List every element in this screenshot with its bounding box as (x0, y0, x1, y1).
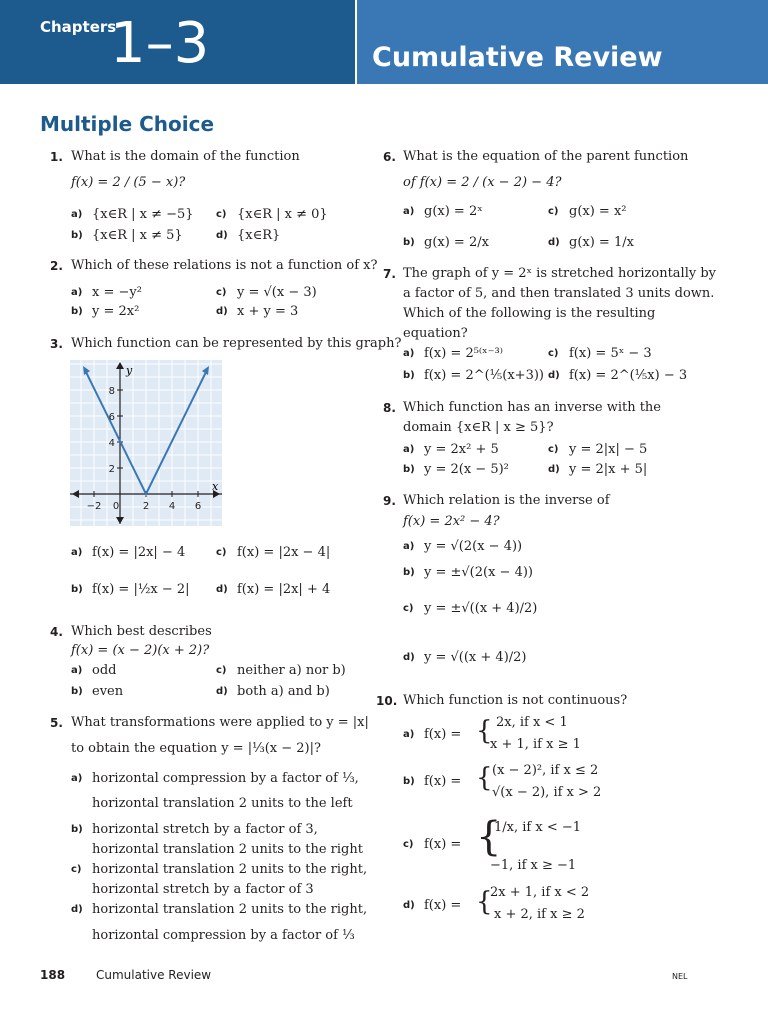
option-label: d) (216, 230, 228, 241)
question-number: 1. (50, 150, 63, 164)
option-b-lhs: f(x) = (424, 774, 462, 789)
option-c-line2: horizontal stretch by a factor of 3 (92, 882, 314, 897)
absolute-value-graph (70, 360, 222, 526)
x-tick-label: 2 (142, 501, 150, 512)
option-c-lhs: f(x) = (424, 837, 462, 852)
question-stem-line2: a factor of 5, and then translated 3 units down. (403, 286, 715, 301)
option-c: y = √(x − 3) (237, 285, 317, 300)
option-label: c) (548, 444, 559, 455)
option-b: g(x) = 2/x (424, 235, 489, 250)
question-number: 2. (50, 259, 63, 273)
question-number: 10. (376, 694, 398, 708)
question-stem: What is the equation of the parent function (403, 149, 689, 164)
option-d: x + y = 3 (237, 304, 299, 319)
y-tick-label: 2 (108, 464, 115, 475)
x-tick-label: 0 (112, 501, 120, 512)
question-stem: Which relation is the inverse of (403, 493, 610, 508)
option-a: f(x) = |2x| − 4 (92, 545, 186, 560)
option-label: c) (216, 547, 227, 558)
option-label: c) (403, 603, 414, 614)
option-label: a) (403, 206, 415, 217)
option-d-case2: x + 2, if x ≥ 2 (494, 907, 585, 922)
option-a: y = √(2(x − 4)) (424, 539, 523, 554)
option-d: f(x) = |2x| + 4 (237, 582, 331, 597)
option-b-line2: horizontal translation 2 units to the right (92, 842, 363, 857)
option-c-case2: −1, if x ≥ −1 (490, 858, 577, 873)
option-label: d) (403, 652, 415, 663)
option-a: odd (92, 663, 117, 678)
footer-label: Cumulative Review (96, 968, 212, 982)
option-label: d) (216, 306, 228, 317)
question-stem-line3: Which of the following is the resulting (403, 306, 656, 321)
option-label: a) (403, 444, 415, 455)
option-b: y = ±√(2(x − 4)) (424, 565, 533, 580)
option-c: neither a) nor b) (237, 663, 346, 678)
question-number: 6. (383, 150, 396, 164)
option-label: a) (403, 729, 415, 740)
question-expression: f(x) = 2 / (5 − x)? (71, 175, 186, 190)
question-stem: What transformations were applied to y = |x| (71, 715, 369, 730)
x-tick-label: −2 (86, 501, 102, 512)
option-label: c) (403, 839, 414, 850)
y-tick-label: 8 (108, 386, 115, 397)
brace-icon: { (476, 814, 502, 860)
option-label: b) (403, 567, 415, 578)
question-stem-line2: domain {x∈R | x ≥ 5}? (403, 420, 554, 435)
option-b-line1: horizontal stretch by a factor of 3, (92, 822, 318, 837)
option-b-case1: (x − 2)², if x ≤ 2 (492, 763, 599, 778)
option-a-case2: x + 1, if x ≥ 1 (490, 737, 581, 752)
option-label: c) (216, 287, 227, 298)
option-label: b) (403, 776, 415, 787)
publisher-mark: NEL (672, 972, 688, 981)
option-label: a) (71, 547, 83, 558)
option-b: even (92, 684, 124, 699)
option-c: f(x) = |2x − 4| (237, 545, 331, 560)
option-label: d) (216, 686, 228, 697)
option-label: d) (548, 464, 560, 475)
option-b: y = 2(x − 5)² (424, 462, 509, 477)
option-d-lhs: f(x) = (424, 898, 462, 913)
option-d-case1: 2x + 1, if x < 2 (490, 885, 590, 900)
y-axis-label: y (126, 364, 133, 377)
page-number: 188 (40, 968, 66, 982)
question-expression: f(x) = (x − 2)(x + 2)? (71, 643, 210, 658)
option-label: b) (403, 370, 415, 381)
y-tick-label: 4 (108, 438, 115, 449)
option-d: g(x) = 1/x (569, 235, 634, 250)
question-stem-continued: to obtain the equation y = |⅓(x − 2)|? (71, 741, 321, 756)
x-axis-label: x (212, 480, 219, 493)
option-label: d) (548, 237, 560, 248)
option-a-line1: horizontal compression by a factor of ⅓, (92, 771, 359, 786)
option-label: a) (71, 665, 83, 676)
question-number: 4. (50, 625, 63, 639)
brace-icon: { (476, 887, 493, 917)
option-c-case1: 1/x, if x < −1 (494, 820, 582, 835)
option-b: y = 2x² (92, 304, 140, 319)
option-d-line2: horizontal compression by a factor of ⅓ (92, 928, 355, 943)
option-label: a) (71, 209, 83, 220)
option-label: b) (71, 824, 83, 835)
option-d: y = 2|x + 5| (569, 462, 648, 477)
option-d-line1: horizontal translation 2 units to the right, (92, 902, 368, 917)
page-title: Cumulative Review (372, 42, 663, 73)
question-expression: of f(x) = 2 / (x − 2) − 4? (403, 175, 562, 190)
question-stem-line4: equation? (403, 326, 468, 341)
question-expression: f(x) = 2x² − 4? (403, 514, 500, 529)
option-label: b) (71, 686, 83, 697)
option-label: c) (548, 348, 559, 359)
option-label: c) (216, 665, 227, 676)
option-c: f(x) = 5ˣ − 3 (569, 346, 652, 361)
option-c: y = ±√((x + 4)/2) (424, 601, 538, 616)
brace-icon: { (476, 763, 493, 793)
option-a: g(x) = 2ˣ (424, 204, 483, 219)
option-a: x = −y² (92, 285, 142, 300)
option-d: both a) and b) (237, 684, 330, 699)
question-stem: Which of these relations is not a function of x? (71, 258, 378, 273)
question-stem-line1: The graph of y = 2ˣ is stretched horizontally by (403, 266, 717, 281)
option-label: d) (71, 904, 83, 915)
option-label: c) (548, 206, 559, 217)
option-label: b) (403, 464, 415, 475)
option-a: y = 2x² + 5 (424, 442, 499, 457)
chapters-label: Chapters (40, 18, 117, 36)
x-tick-label: 4 (168, 501, 176, 512)
section-heading: Multiple Choice (40, 112, 215, 136)
option-label: d) (403, 900, 415, 911)
x-tick-label: 6 (194, 501, 202, 512)
question-stem-line1: Which function has an inverse with the (403, 400, 661, 415)
option-a: f(x) = 2⁵⁽ˣ⁻³⁾ (424, 346, 503, 361)
option-label: b) (71, 230, 83, 241)
option-label: c) (216, 209, 227, 220)
option-label: b) (403, 237, 415, 248)
option-d: y = √((x + 4)/2) (424, 650, 527, 665)
question-number: 3. (50, 337, 63, 351)
chapters-range: 1–3 (110, 11, 210, 76)
question-stem: What is the domain of the function (71, 149, 300, 164)
question-number: 9. (383, 494, 396, 508)
option-c-line1: horizontal translation 2 units to the right, (92, 862, 368, 877)
option-a-case1: 2x, if x < 1 (496, 715, 568, 730)
option-label: d) (216, 584, 228, 595)
option-b: f(x) = 2^(⅕(x+3)) (424, 368, 544, 383)
option-label: b) (71, 584, 83, 595)
option-d: {x∈R} (237, 228, 281, 243)
option-a: {x∈R | x ≠ −5} (92, 207, 194, 222)
brace-icon: { (476, 716, 493, 746)
question-stem: Which best describes (71, 624, 212, 639)
question-number: 5. (50, 716, 63, 730)
option-label: a) (71, 773, 83, 784)
option-label: b) (71, 306, 83, 317)
option-b: {x∈R | x ≠ 5} (92, 228, 183, 243)
option-label: d) (548, 370, 560, 381)
question-stem: Which function can be represented by this graph? (71, 336, 402, 351)
option-c: g(x) = x² (569, 204, 627, 219)
question-stem: Which function is not continuous? (403, 693, 628, 708)
y-tick-label: 6 (108, 412, 115, 423)
option-c: y = 2|x| − 5 (569, 442, 648, 457)
option-b-case2: √(x − 2), if x > 2 (492, 785, 602, 800)
option-b: f(x) = |½x − 2| (92, 582, 190, 597)
option-a-line2: horizontal translation 2 units to the left (92, 796, 353, 811)
option-c: {x∈R | x ≠ 0} (237, 207, 328, 222)
option-a-lhs: f(x) = (424, 727, 462, 742)
question-number: 7. (383, 267, 396, 281)
option-label: a) (403, 541, 415, 552)
option-label: a) (71, 287, 83, 298)
question-number: 8. (383, 401, 396, 415)
option-d: f(x) = 2^(⅕x) − 3 (569, 368, 688, 383)
option-label: a) (403, 348, 415, 359)
option-label: c) (71, 864, 82, 875)
